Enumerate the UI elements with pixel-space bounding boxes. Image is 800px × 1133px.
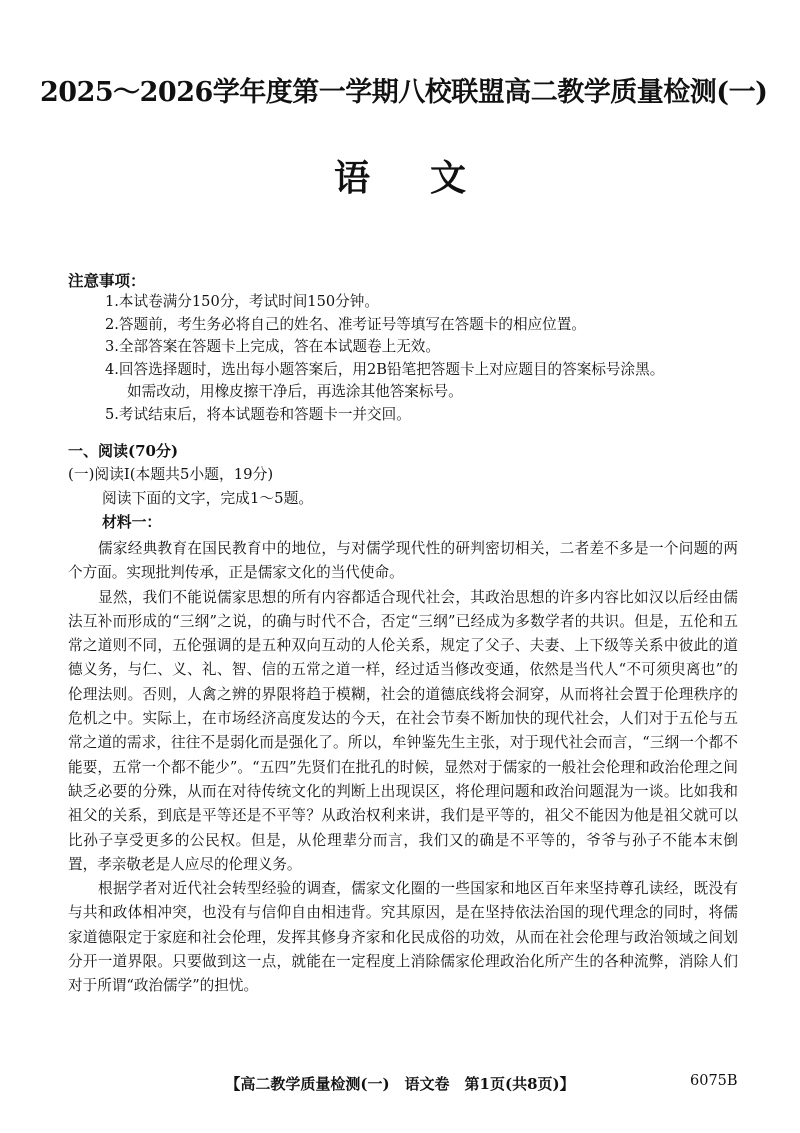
section-heading: 一、阅读(70分) [68,442,179,460]
notice-item: 3.全部答案在答题卡上完成，答在本试题卷上无效。 [105,338,440,355]
sub-section-heading: (一)阅读Ⅰ(本题共5小题，19分) [68,466,274,483]
notice-item: 5.考试结束后，将本试题卷和答题卡一并交回。 [105,405,411,423]
subject-title: 语文 [333,157,526,199]
reading-instruction: 阅读下面的文字，完成1～5题。 [102,490,314,507]
notice-item: 2.答题前，考生务必将自己的姓名、准考证号等填写在答题卡的相应位置。 [105,315,586,333]
notice-item: 4.回答选择题时，选出每小题答案后，用2B铅笔把答题卡上对应题目的答案标号涂黑。 [105,360,665,378]
notice-item-continued: 如需改动，用橡皮擦干净后，再选涂其他答案标号。 [127,383,463,400]
passage-paragraph: 显然，我们不能说儒家思想的所有内容都适合现代社会，其政治思想的许多内容比如汉以后经由儒法互补而形成的“三纲”之说，的确与时代不合，否定“三纲”已经成为多数学者的共识。但是，五伦和五常之道则不同，五伦强调的是五种双向互动的人伦关系，规定了父子、夫妻、上下级等关系中彼此的道德义务，与仁、义、礼、智、信的五常之道一样，经过适当修改变通，依然是当代人“不可须臾离也”的伦理法则。否则，人禽之辨的界限将趋于模糊，社会的道德底线将会洞穿，从而将社会置于伦理秩序的危机之中。实际上，在市场经济高度发达的今天，在社会节奏不断加快的现代社会，人们对于五伦与五常之道的需求，往往不是弱化而是强化了。所以，牟钟鉴先生主张，对于现代社会而言，“三纲一个都不能要，五常一个都不能少”。“五四”先贤们在批孔的时候，显然对于儒家的一般社会伦理和政治伦理之间缺乏必要的分殊，从而在对待传统文化的判断上出现误区，将伦理问题和政治问题混为一谈。比如我和祖父的关系，到底是平等还是不平等？从政治权利来讲，我们是平等的，祖父不能因为他是祖父就可以比孙子享受更多的公民权。但是，从伦理辈分而言，我们又的确是不平等的，爷爷与孙子不能本末倒置，孝亲敬老是人应尽的伦理义务。 [68,588,738,873]
passage-paragraph: 儒家经典教育在国民教育中的地位，与对儒学现代性的研判密切相关，二者差不多是一个问题的两个方面。实现批判传承，正是儒家文化的当代使命。 [68,540,738,582]
notice-list [105,291,765,426]
paper-code: 6075B [690,1073,738,1089]
footer-label: 【高二教学质量检测(一) 语文卷 第1页(共8页)】 [225,1075,575,1093]
exam-title: 2025～2026学年度第一学期八校联盟高二教学质量检测(一) [40,77,768,108]
notice-heading: 注意事项： [68,272,146,290]
passage-paragraph: 根据学者对近代社会转型经验的调查，儒家文化圈的一些国家和地区百年来坚持尊孔读经，既没有与共和政体相冲突，也没有与信仰自由相违背。究其原因，是在坚持依法治国的现代理念的同时，将儒家道德限定于家庭和社会伦理，发挥其修身齐家和化民成俗的功效，从而在社会伦理与政治领域之间划分开一道界限。只要做到这一点，就能在一定程度上消除儒家伦理政治化所产生的各种流弊，消除人们对于所谓“政治儒学”的担忧。 [68,880,738,995]
reading-passage [68,537,738,999]
notice-item: 1.本试卷满分150分，考试时间150分钟。 [105,293,379,310]
material-label: 材料一： [102,514,162,531]
